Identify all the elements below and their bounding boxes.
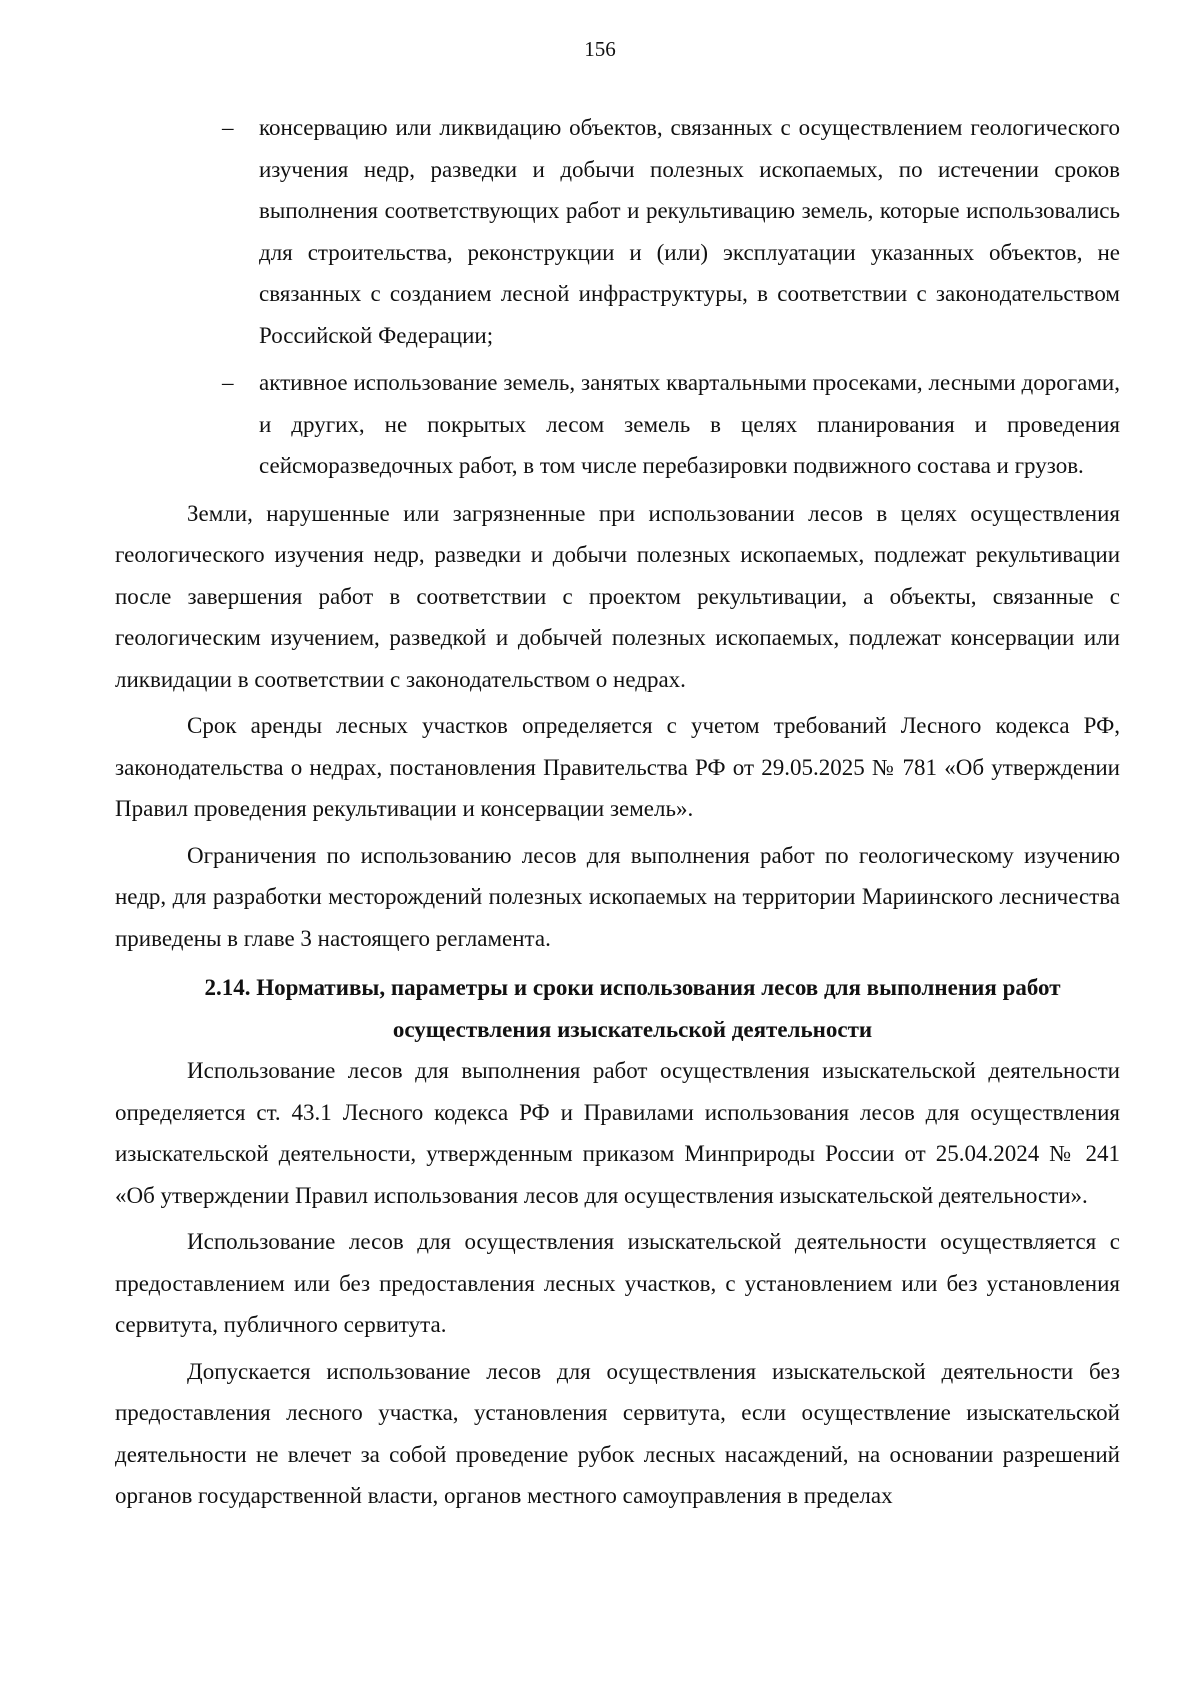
- paragraph-survey-provision: Использование лесов для осуществления изыскательской деятельности осуществляется с предоставлением или без предоставления лесных участков, с установлением или без установления сервитута, публичного сервитута.: [115, 1229, 1120, 1337]
- document-body: [115, 107, 1120, 1522]
- section-heading: 2.14. Нормативы, параметры и сроки использования лесов для выполнения работ осуществления изыскательской деятельности: [204, 975, 1061, 1042]
- list-item: [115, 107, 1120, 356]
- list-item-text: активное использование земель, занятых квартальными просеками, лесными дорогами, и других, не покрытых лесом земель в целях планирования и проведения сейсморазведочных работ, в том числе перебазировки подвижного состава и грузов.: [259, 370, 1120, 478]
- paragraph-land-reclamation: Земли, нарушенные или загрязненные при использовании лесов в целях осуществления геологического изучения недр, разведки и добычи полезных ископаемых, подлежат рекультивации после завершения работ в соответствии с проектом рекультивации, а объекты, связанные с геологическим изучением, разведкой и добычей полезных ископаемых, подлежат консервации или ликвидации в соответствии с законодательством о недрах.: [115, 500, 1120, 692]
- paragraph-survey-use: Использование лесов для выполнения работ осуществления изыскательской деятельности определяется ст. 43.1 Лесного кодекса РФ и Правилами использования лесов для осуществления изыскательской деятельности, утвержденным приказом Минприроды России от 25.04.2024 № 241 «Об утверждении Правил использования лесов для осуществления изыскательской деятельности».: [115, 1058, 1120, 1208]
- bullet-dash: –: [222, 115, 234, 140]
- paragraph-restrictions: Ограничения по использованию лесов для выполнения работ по геологическому изучению недр, для разработки месторождений полезных ископаемых на территории Мариинского лесничества приведены в главе 3 настоящего регламента.: [115, 842, 1120, 951]
- bullet-dash: –: [222, 370, 234, 395]
- paragraph-survey-permission: Допускается использование лесов для осуществления изыскательской деятельности без предоставления лесного участка, установления сервитута, если осуществление изыскательской деятельности не влечет за собой проведение рубок лесных насаждений, на основании разрешений органов государственной власти, органов местного самоуправления в пределах: [115, 1358, 1120, 1508]
- list-item-text: консервацию или ликвидацию объектов, связанных с осуществлением геологического изучения недр, разведки и добычи полезных ископаемых, по истечении сроков выполнения соответствующих работ и рекультивацию земель, которые использовались для строительства, реконструкции и (или) эксплуатации указанных объектов, не связанных с созданием лесной инфраструктуры, в соответствии с законодательством Российской Федерации;: [259, 115, 1120, 348]
- list-item: [115, 362, 1120, 487]
- page-number: 156: [584, 37, 616, 61]
- paragraph-lease-term: Срок аренды лесных участков определяется с учетом требований Лесного кодекса РФ, законодательства о недрах, постановления Правительства РФ от 29.05.2025 № 781 «Об утверждении Правил проведения рекультивации и консервации земель».: [115, 713, 1120, 821]
